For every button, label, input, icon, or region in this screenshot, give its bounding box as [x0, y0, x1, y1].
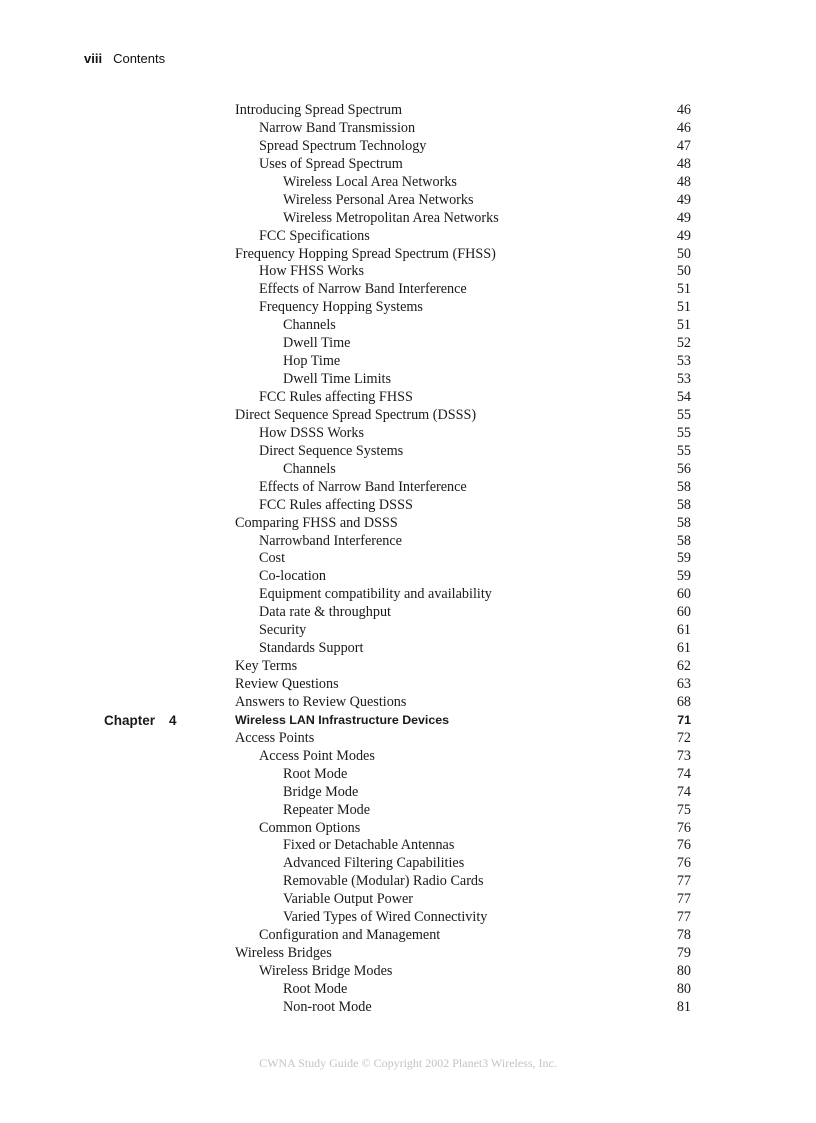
- toc-entry-page: 75: [676, 801, 691, 818]
- toc-entry-title: Review Questions: [235, 676, 339, 692]
- table-of-contents: [104, 102, 691, 1017]
- toc-entry: [235, 550, 691, 568]
- page-number: viii: [84, 51, 103, 66]
- toc-entry-title: FCC Rules affecting FHSS: [259, 389, 413, 405]
- toc-entry-title: Removable (Modular) Radio Cards: [283, 873, 484, 890]
- toc-entry-page: 77: [676, 891, 691, 908]
- chapter-number: 4: [169, 712, 177, 728]
- toc-entry-page: 55: [676, 442, 691, 459]
- toc-entry-title: Channels: [283, 317, 336, 334]
- toc-entry-title: Co-location: [259, 568, 326, 585]
- toc-entry-title: Wireless Bridge Modes: [259, 963, 393, 979]
- toc-entry: [235, 837, 691, 855]
- toc-entry: [235, 945, 691, 963]
- toc-entry-page: 62: [676, 658, 691, 675]
- toc-entry-page: 61: [676, 622, 691, 639]
- toc-entry-title: Key Terms: [235, 658, 298, 675]
- toc-entry: [235, 855, 691, 873]
- toc-entry-title: Frequency Hopping Spread Spectrum (FHSS): [235, 245, 496, 262]
- toc-entry-title: Dwell Time Limits: [283, 371, 391, 388]
- toc-entry-title: Frequency Hopping Systems: [259, 299, 423, 316]
- toc-entry-title: Uses of Spread Spectrum: [259, 155, 403, 172]
- toc-entry-page: 56: [676, 460, 691, 477]
- toc-entry-page: 76: [676, 837, 691, 854]
- toc-entry: [235, 407, 691, 425]
- toc-entry-title: Fixed or Detachable Antennas: [283, 837, 455, 854]
- toc-entry-page: 55: [676, 406, 691, 423]
- toc-entry: [235, 174, 691, 192]
- toc-entry: [235, 425, 691, 443]
- toc-entry-page: 81: [676, 998, 691, 1015]
- toc-entry: [235, 694, 691, 712]
- toc-entry-title: Root Mode: [283, 980, 348, 997]
- toc-entry-page: 53: [676, 371, 691, 388]
- toc-entry-page: 47: [676, 137, 691, 154]
- toc-entry-page: 74: [676, 783, 691, 800]
- toc-entry-title: Effects of Narrow Band Interference: [259, 478, 467, 495]
- toc-entry: [235, 246, 691, 264]
- toc-entry-title: Dwell Time: [283, 335, 351, 352]
- toc-entry-title: Varied Types of Wired Connectivity: [283, 909, 488, 926]
- toc-entry: [235, 820, 691, 838]
- toc-entry-title: FCC Rules affecting DSSS: [259, 496, 413, 513]
- toc-entry-title: Direct Sequence Spread Spectrum (DSSS): [235, 406, 477, 423]
- toc-entry-page: 76: [676, 855, 691, 872]
- toc-entry-title: Common Options: [259, 819, 361, 836]
- toc-entry: [235, 479, 691, 497]
- toc-entry: [235, 658, 691, 676]
- toc-entry-title: Comparing FHSS and DSSS: [235, 514, 398, 531]
- toc-entry: [235, 676, 691, 694]
- toc-entry-page: 49: [676, 227, 691, 244]
- toc-entry: [235, 461, 691, 479]
- toc-entry-title: Wireless LAN Infrastructure Devices: [235, 712, 450, 727]
- toc-entry-title: Answers to Review Questions: [235, 693, 407, 710]
- toc-entry: [235, 497, 691, 515]
- toc-entry-page: 80: [676, 963, 691, 979]
- toc-entry-page: 80: [676, 980, 691, 997]
- toc-entry-title: Narrow Band Transmission: [259, 119, 416, 136]
- toc-entry: [235, 210, 691, 228]
- toc-entry-title: Access Points: [235, 729, 315, 746]
- toc-entry: [235, 568, 691, 586]
- toc-entry: [235, 228, 691, 246]
- toc-entry-page: 49: [676, 209, 691, 226]
- toc-entry-title: Root Mode: [283, 765, 348, 782]
- toc-entry-title: Variable Output Power: [283, 891, 414, 908]
- toc-entry-page: 74: [676, 765, 691, 782]
- toc-entry: [235, 317, 691, 335]
- toc-entry-title: Wireless Metropolitan Area Networks: [283, 209, 499, 226]
- toc-entry-page: 60: [676, 586, 691, 603]
- toc-entry: [235, 604, 691, 622]
- toc-entry: [235, 909, 691, 927]
- toc-entry: [235, 927, 691, 945]
- toc-entry-page: 46: [676, 119, 691, 136]
- running-head-title: Contents: [113, 51, 166, 66]
- toc-entry: [235, 192, 691, 210]
- toc-entry-page: 60: [676, 604, 691, 621]
- toc-entry-page: 50: [676, 263, 691, 280]
- toc-entry-page: 48: [676, 173, 691, 190]
- toc-entry: [235, 891, 691, 909]
- toc-entry-page: 49: [676, 191, 691, 208]
- toc-entry-title: Cost: [259, 550, 286, 567]
- toc-entry-title: How FHSS Works: [259, 263, 365, 280]
- toc-entry-title: Non-root Mode: [283, 998, 372, 1015]
- toc-entry-title: Introducing Spread Spectrum: [235, 102, 403, 118]
- toc-entry-page: 61: [676, 640, 691, 657]
- toc-entry: [235, 515, 691, 533]
- running-head: [84, 51, 165, 66]
- toc-entry: [235, 443, 691, 461]
- toc-entry: [235, 102, 691, 120]
- toc-entry-page: 59: [676, 550, 691, 567]
- toc-entry-page: 72: [676, 729, 691, 746]
- toc-entry: [235, 371, 691, 389]
- toc-entry-title: Wireless Personal Area Networks: [283, 191, 474, 208]
- toc-entry-page: 53: [676, 353, 691, 370]
- toc-entry: [235, 640, 691, 658]
- toc-entry-title: Configuration and Management: [259, 927, 441, 944]
- toc-entry-page: 51: [676, 299, 691, 316]
- toc-entry: [235, 748, 691, 766]
- toc-entry-title: Standards Support: [259, 640, 364, 657]
- toc-entry-page: 59: [676, 568, 691, 585]
- toc-entry: [235, 156, 691, 174]
- toc-entry-title: Repeater Mode: [283, 801, 371, 818]
- toc-entry-page: 58: [676, 514, 691, 531]
- toc-entry: [235, 353, 691, 371]
- toc-entry: [235, 963, 691, 981]
- toc-entry-title: Wireless Local Area Networks: [283, 173, 457, 190]
- toc-entry: [235, 586, 691, 604]
- toc-entry-page: 77: [676, 909, 691, 926]
- toc-entry: [235, 873, 691, 891]
- toc-entry-title: Direct Sequence Systems: [259, 442, 404, 459]
- toc-entry-page: 52: [676, 335, 691, 352]
- toc-entry-page: 51: [676, 317, 691, 334]
- toc-entry-title: Advanced Filtering Capabilities: [283, 855, 465, 872]
- toc-entry: [235, 335, 691, 353]
- toc-entry-page: 79: [676, 945, 691, 962]
- toc-entry: [235, 263, 691, 281]
- toc-entry-title: Bridge Mode: [283, 783, 359, 800]
- toc-entry-page: 71: [677, 712, 691, 727]
- toc-entry-page: 54: [676, 389, 691, 405]
- toc-entry-title: Narrowband Interference: [259, 532, 402, 549]
- toc-entry-page: 73: [676, 747, 691, 764]
- toc-entry-page: 46: [676, 102, 691, 118]
- toc-entry: [235, 802, 691, 820]
- chapter-label: [104, 712, 177, 730]
- toc-entry-page: 58: [676, 496, 691, 513]
- toc-entry-page: 58: [676, 478, 691, 495]
- toc-entry-title: Security: [259, 622, 307, 639]
- toc-entry-title: FCC Specifications: [259, 227, 370, 244]
- toc-entry-page: 76: [676, 819, 691, 836]
- toc-chapter-heading: [104, 712, 691, 730]
- toc-entry-title: Data rate & throughput: [259, 604, 391, 621]
- toc-entry-title: Spread Spectrum Technology: [259, 137, 427, 154]
- toc-entry: [235, 299, 691, 317]
- toc-entry-page: 63: [676, 676, 691, 692]
- toc-entry-title: How DSSS Works: [259, 424, 365, 441]
- toc-entry-page: 68: [676, 693, 691, 710]
- toc-entry: [235, 533, 691, 551]
- toc-entry-page: 48: [676, 155, 691, 172]
- toc-entry-title: Hop Time: [283, 353, 341, 370]
- toc-entry-page: 78: [676, 927, 691, 944]
- toc-entry-page: 58: [676, 532, 691, 549]
- toc-entry-title: Wireless Bridges: [235, 945, 332, 962]
- toc-entry-title: Equipment compatibility and availability: [259, 586, 492, 603]
- toc-entry-page: 77: [676, 873, 691, 890]
- toc-entry-page: 50: [676, 245, 691, 262]
- toc-entry-page: 55: [676, 424, 691, 441]
- toc-entry-title: Access Point Modes: [259, 747, 375, 764]
- toc-entry-title: Channels: [283, 460, 336, 477]
- footer-copyright: CWNA Study Guide © Copyright 2002 Planet3 Wireless, Inc.: [259, 1056, 557, 1070]
- toc-entry: [235, 622, 691, 640]
- toc-entry: [235, 999, 691, 1017]
- toc-entry: [235, 766, 691, 784]
- toc-entry-title: Effects of Narrow Band Interference: [259, 281, 467, 298]
- toc-entry: [235, 281, 691, 299]
- toc-entry: [235, 138, 691, 156]
- toc-entry: [235, 981, 691, 999]
- chapter-word: Chapter: [104, 712, 156, 728]
- toc-entry: [235, 120, 691, 138]
- toc-entry: [235, 784, 691, 802]
- toc-entry: [235, 389, 691, 407]
- toc-entry-page: 51: [676, 281, 691, 298]
- toc-entry: [235, 730, 691, 748]
